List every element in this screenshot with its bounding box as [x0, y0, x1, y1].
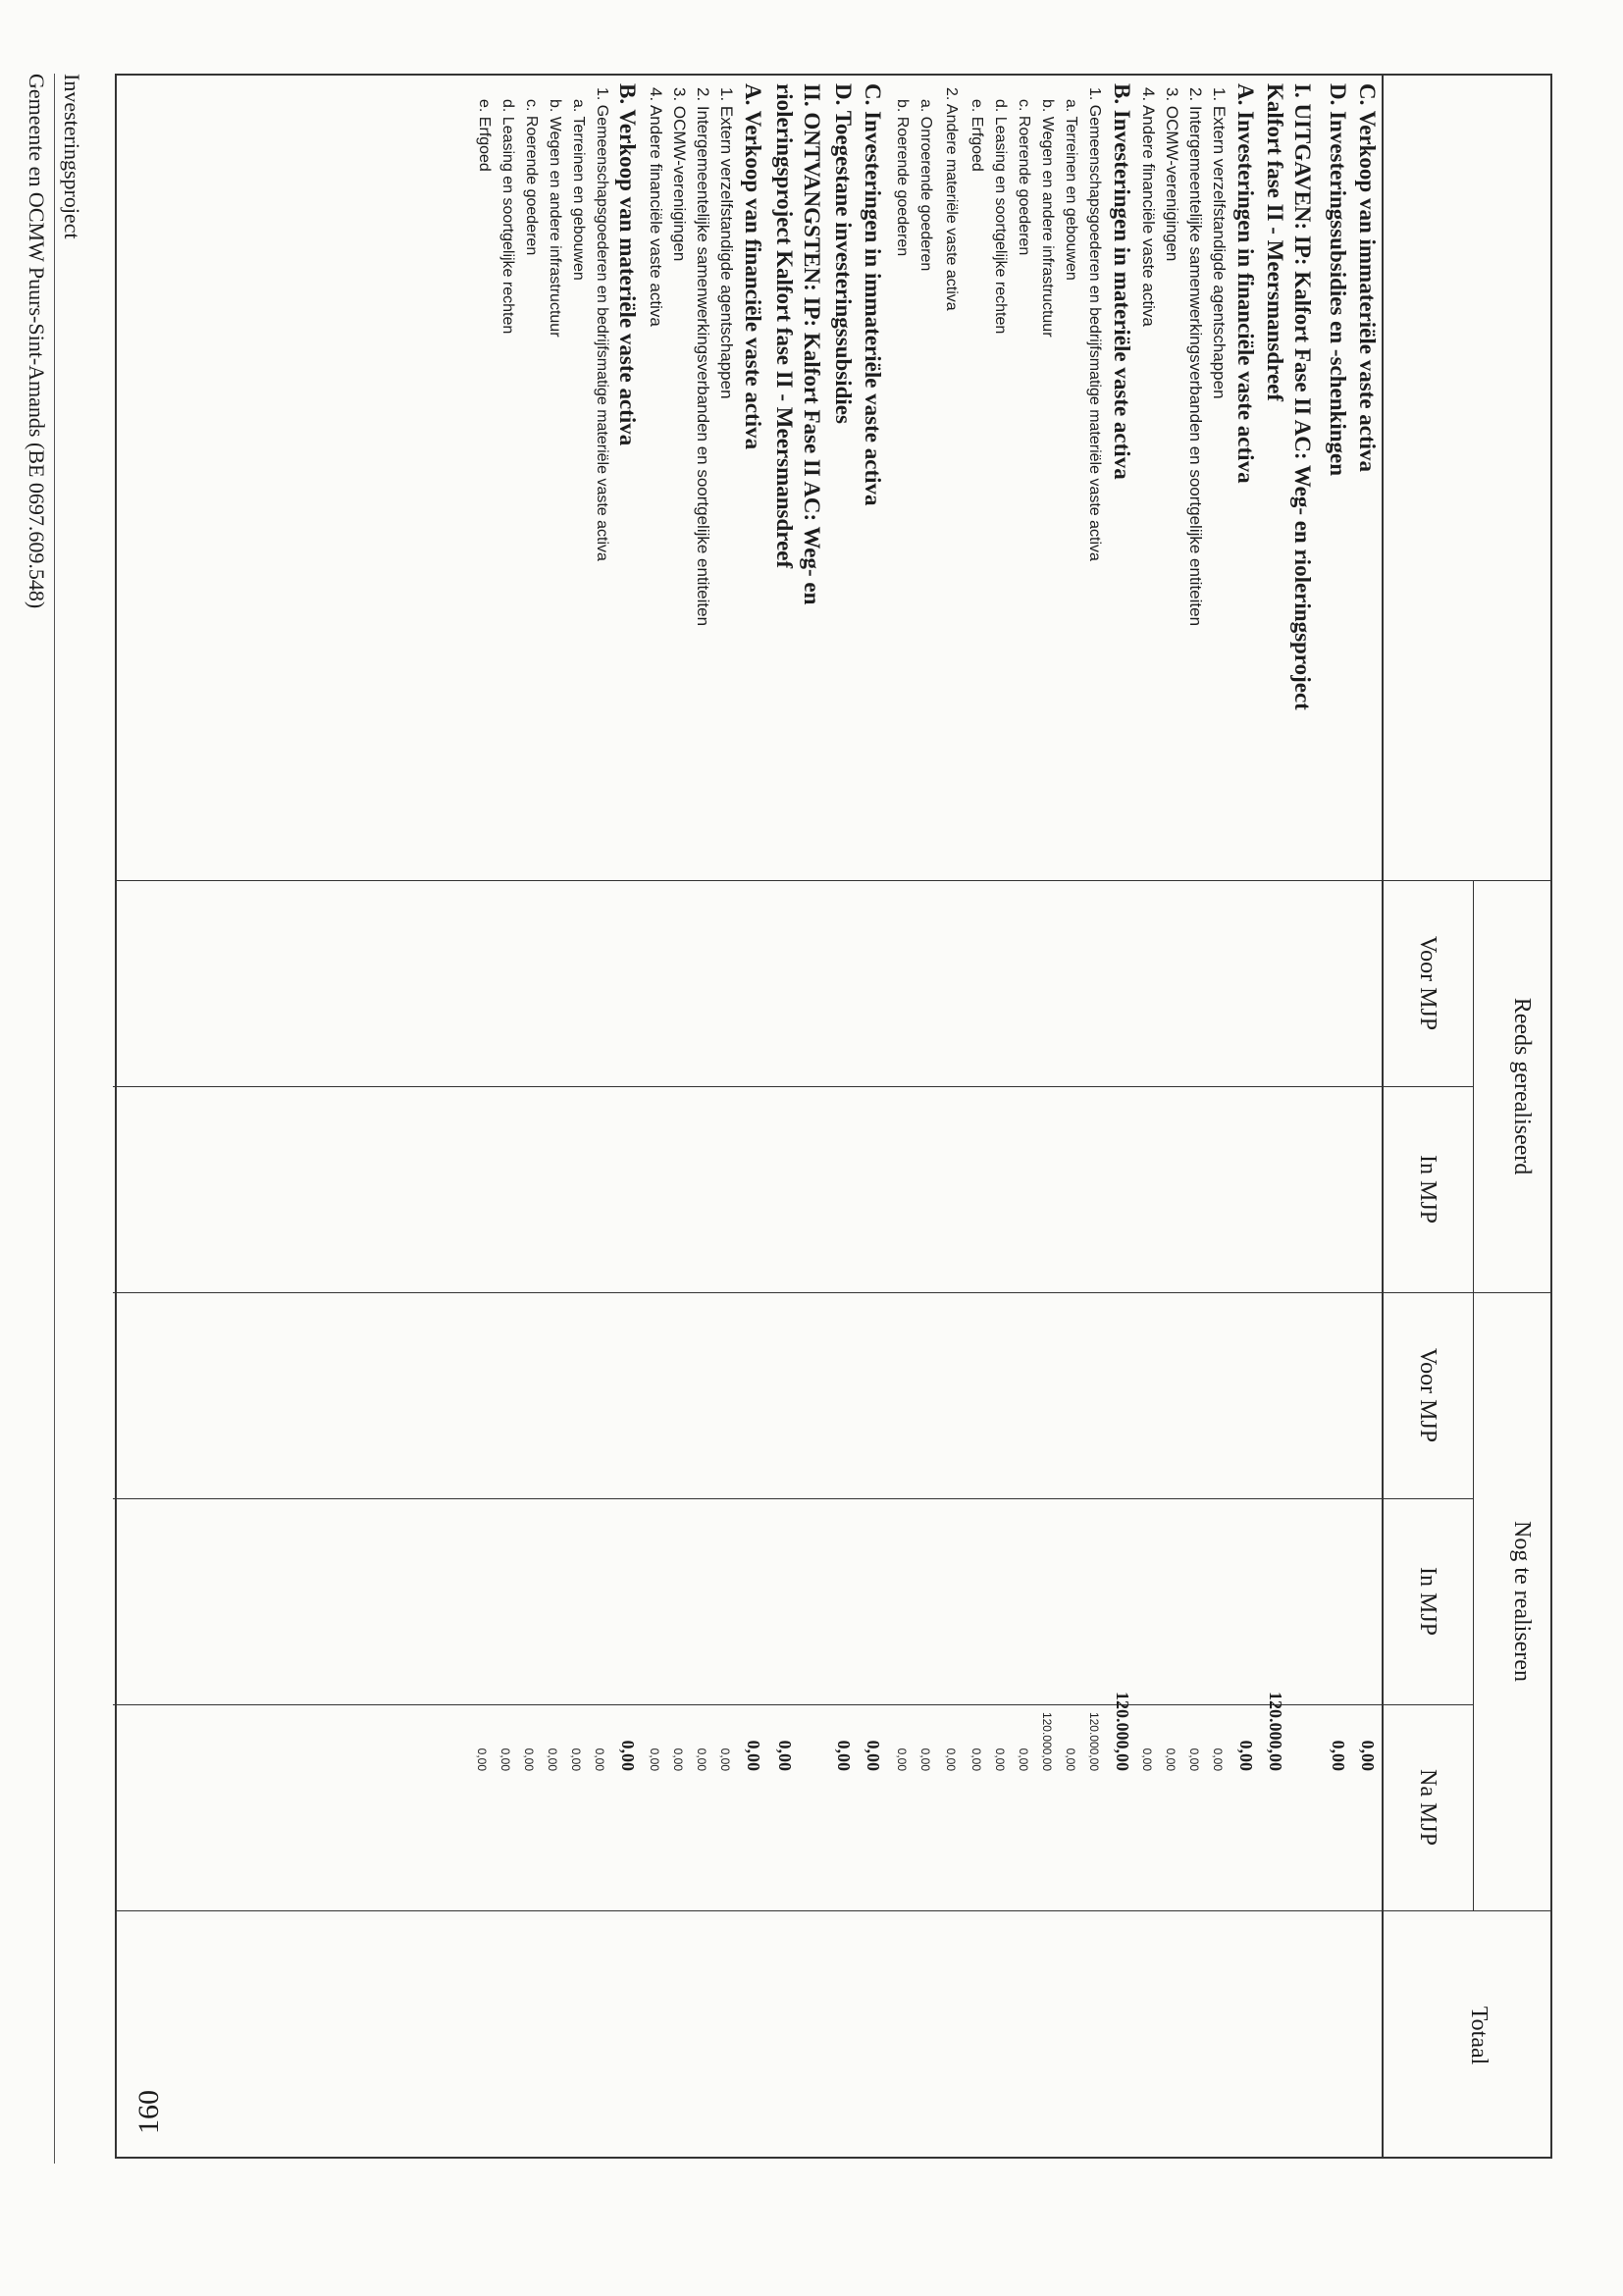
row-label: B. Investeringen in materiële vaste activa [1110, 83, 1134, 480]
cell-value: 0,00 [1017, 1748, 1030, 1771]
cell-value: 0,00 [718, 1748, 732, 1771]
row-label: 4. Andere financiële vaste activa [647, 87, 665, 327]
investment-table [115, 74, 1552, 2159]
header-reeds-gerealiseerd: Reeds gerealiseerd [1509, 997, 1535, 1175]
cell-value: 0,00 [1140, 1748, 1154, 1771]
row-label: D. Investeringssubsidies en -schenkingen [1326, 83, 1350, 477]
cell-value: 0,00 [695, 1748, 708, 1771]
cell-value: 0,00 [993, 1748, 1007, 1771]
cell-value: 0,00 [895, 1748, 909, 1771]
row-label: C. Verkoop van immateriële vaste activa [1355, 83, 1380, 473]
footer-project-label: Investeringsproject [60, 74, 84, 239]
row-label: d. Leasing en soortgelijke rechten [992, 99, 1009, 335]
row-label: 4. Andere financiële vaste activa [1139, 87, 1158, 327]
row-label: 1. Extern verzelfstandigde agentschappen [1210, 87, 1229, 399]
row-label: e. Erfgoed [476, 99, 493, 172]
cell-value: 0,00 [1211, 1748, 1225, 1771]
row-label: rioleringsproject Kalfort fase II - Meersmansdreef [772, 83, 797, 569]
row-label: 1. Gemeenschapsgoederen en bedrijfsmatige materiële vaste activa [594, 87, 610, 561]
cell-value: 0,00 [648, 1748, 661, 1771]
cell-value: 0,00 [1358, 1740, 1378, 1771]
row-label: b. Wegen en andere infrastructuur [1039, 99, 1056, 338]
cell-value: 0,00 [475, 1748, 489, 1771]
cell-value: 0,00 [618, 1740, 638, 1771]
row-label: A. Investeringen in financiële vaste activa [1233, 83, 1258, 484]
cell-value: 0,00 [1187, 1748, 1201, 1771]
cell-value: 120.000,00 [1040, 1711, 1054, 1771]
cell-value: 0,00 [834, 1740, 854, 1771]
page-number: 160 [132, 2090, 165, 2134]
header-voor-mjp: Voor MJP [1415, 935, 1440, 1031]
row-label: a. Terreinen en gebouwen [570, 99, 587, 281]
cell-value: 0,00 [944, 1748, 958, 1771]
row-label: A. Verkoop van financiële vaste activa [741, 83, 765, 450]
cell-value: 0,00 [498, 1748, 512, 1771]
cell-value: 0,00 [546, 1748, 559, 1771]
row-label: a. Onroerende goederen [917, 99, 934, 272]
row-label: a. Terreinen en gebouwen [1063, 99, 1079, 281]
cell-value: 0,00 [744, 1740, 763, 1771]
cell-value: 120.000,00 [1087, 1711, 1101, 1771]
row-label: 2. Intergemeentelijke samenwerkingsverbanden en soortgelijke entiteiten [1186, 87, 1205, 627]
cell-value: 0,00 [864, 1740, 883, 1771]
cell-value: 0,00 [1236, 1740, 1256, 1771]
row-label: 1. Gemeenschapsgoederen en bedrijfsmatige materiële vaste activa [1086, 87, 1103, 561]
cell-value: 0,00 [1164, 1748, 1178, 1771]
row-label: c. Roerende goederen [1016, 99, 1032, 256]
row-label: Kalfort fase II - Meersmansdreef [1263, 83, 1287, 402]
cell-value: 0,00 [522, 1748, 536, 1771]
row-label: B. Verkoop van materiële vaste activa [615, 83, 640, 446]
footer-divider [54, 74, 55, 2164]
cell-value: 0,00 [569, 1748, 583, 1771]
cell-value: 120.000,00 [1266, 1692, 1285, 1771]
cell-value: 120.000,00 [1113, 1692, 1132, 1771]
row-label: 2. Intergemeentelijke samenwerkingsverbanden en soortgelijke entiteiten [694, 87, 712, 627]
header-nog-te-realiseren: Nog te realiseren [1509, 1521, 1535, 1682]
row-label: d. Leasing en soortgelijke rechten [499, 99, 516, 335]
header-na-mjp: Na MJP [1415, 1768, 1440, 1846]
row-label: e. Erfgoed [969, 99, 985, 172]
header-in-mjp: In MJP [1415, 1566, 1440, 1637]
row-label: 3. OCMW-verenigingen [670, 87, 689, 262]
row-label: 3. OCMW-verenigingen [1163, 87, 1181, 262]
cell-value: 0,00 [775, 1740, 795, 1771]
header-in-mjp: In MJP [1415, 1154, 1440, 1225]
cell-value: 0,00 [1064, 1748, 1077, 1771]
cell-value: 0,00 [918, 1748, 932, 1771]
row-label: II. ONTVANGSTEN: IP: Kalfort Fase II AC: Weg- en [800, 83, 824, 605]
row-label: D. Toegestane investeringssubsidies [831, 83, 856, 424]
row-label: b. Wegen en andere infrastructuur [547, 99, 563, 338]
row-label: 2. Andere materiële vaste activa [943, 87, 960, 311]
cell-value: 0,00 [593, 1748, 606, 1771]
cell-value: 0,00 [969, 1748, 983, 1771]
footer-organisation: Gemeente en OCMW Puurs-Sint-Amands (BE 0697.609.548) [25, 74, 49, 609]
cell-value: 0,00 [1329, 1740, 1348, 1771]
row-label: b. Roerende goederen [894, 99, 911, 257]
header-totaal: Totaal [1466, 2006, 1492, 2065]
row-label: 1. Extern verzelfstandigde agentschappen [717, 87, 736, 399]
cell-value: 0,00 [671, 1748, 685, 1771]
header-voor-mjp: Voor MJP [1415, 1347, 1440, 1443]
row-label: c. Roerende goederen [523, 99, 540, 256]
row-label: I. UITGAVEN: IP: Kalfort Fase II AC: Weg- en rioleringsproject [1290, 83, 1315, 710]
row-label: C. Investeringen in immateriële vaste activa [861, 83, 885, 506]
